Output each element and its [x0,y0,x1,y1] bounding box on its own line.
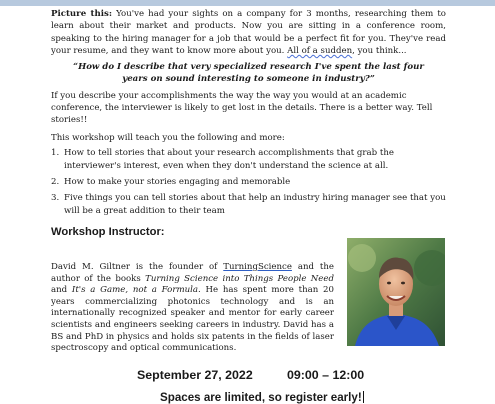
document-body [51,8,446,239]
list-item [51,147,446,172]
list-number: 3. [51,193,60,204]
turningscience-link[interactable]: TurningScience [223,262,292,272]
intro-tail: , you think... [352,46,407,57]
book-title: It's a Game, not a Formula [71,285,198,296]
portrait-image [347,238,445,346]
bio-text: David M. Giltner is the founder of [51,262,224,272]
instructor-heading: Workshop Instructor: [51,226,165,239]
topics-list [51,147,446,217]
register-text: Spaces are limited, so register early! [160,391,362,404]
bio-text: . He has spent more than 20 years commercializing photonics technology and is an internationally recognized speaker and mentor for early career scientists and engineers seeking careers in industry. David has a BS and PhD in physics and holds six patents in the fields of laser spectroscopy and optical communications. [51,285,334,354]
pull-quote: “How do I describe that very specialized research I've spent the last four years on sound interesting to someone in industry?” [73,61,424,84]
advice-paragraph: If you describe your accomplishments the way the way you would at an academic conference, the interviewer is likely to get lost in the details. There is a better way. Tell stories!! [51,90,433,126]
instructor-bio [51,262,334,355]
intro-paragraph [51,8,446,58]
event-date: September 27, 2022 [137,368,253,382]
spellcheck-flagged-text[interactable]: All of a sudden [287,46,353,57]
list-item [51,192,446,217]
list-number: 2. [51,177,60,188]
bio-text: and [51,285,72,296]
book-title: Turning Science into Things People Need [145,273,334,284]
header-band [0,0,495,6]
list-text: How to make your stories engaging and memorable [64,177,291,188]
workshop-intro: This workshop will teach you the following and more: [51,132,285,143]
register-note [160,391,364,404]
list-text: How to tell stories that about your research accomplishments that grab the interviewer's interest, even when they don't understand the science at all. [64,148,394,171]
text-cursor [363,391,364,403]
intro-body: You've had your sights on a company for 3 months, researching them to learn about their market and products. Now you are sitting in a conference room, speaking to the hiring manager for a job that would be a perfect fit for you. They've read your resume, and they want to know more about you. [51,9,446,57]
list-number: 1. [51,148,60,159]
list-text: Five things you can tell stories about that help an industry hiring manager see that you will be a great addition to their team [64,193,446,216]
intro-lead: Picture this: [51,9,113,19]
event-time: 09:00 – 12:00 [287,368,365,382]
list-item [51,176,446,188]
bio-text: and the author of the books [51,262,334,284]
instructor-photo [347,238,445,346]
